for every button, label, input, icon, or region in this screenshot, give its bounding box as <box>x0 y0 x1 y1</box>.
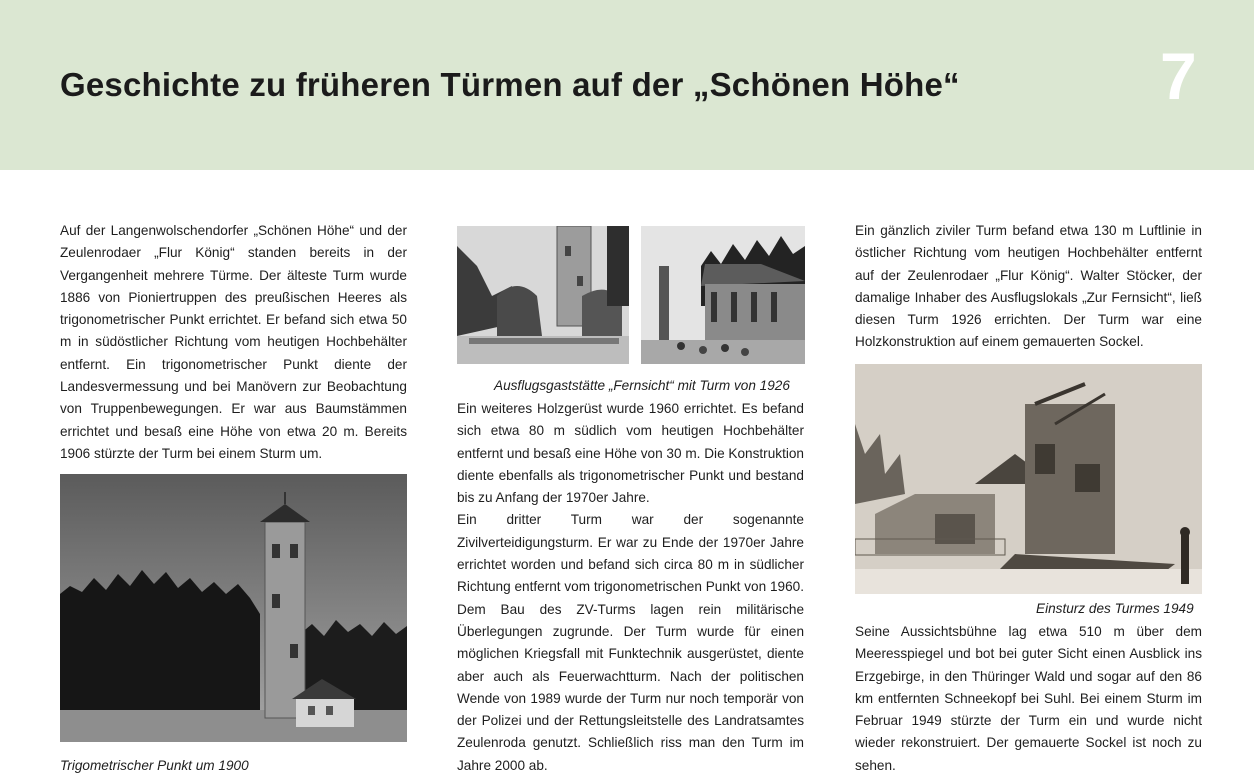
caption-collapse: Einsturz des Turmes 1949 <box>1036 601 1194 616</box>
caption-trig-point: Trigometrischer Punkt um 1900 <box>60 758 249 773</box>
column-1-text <box>60 220 407 465</box>
column-2-paragraph-1: Ein weiteres Holzgerüst wurde 1960 errichtet. Es befand sich etwa 80 m südlich vom heutigen Hochbehälter entfernt und besaß eine Höhe von 30 m. Die Konstruktion diente ebenfalls als trigonometrischer Punkt und bestand bis zu Anfang der 1970er Jahre. <box>457 401 804 506</box>
column-3-paragraph-1: Ein gänzlich ziviler Turm befand etwa 130 m Luftlinie in östlicher Richtung vom heutigen Hochbehälter entfernt auf der Zeulenrodaer „Flur König“. Walter Stöcker, der damalige Inhaber des Ausflugslokals „Zur Fernsicht“, ließ diesen Turm 1926 errichten. Der Turm war eine Holzkonstruktion auf einem gemauerten Sockel. <box>855 223 1202 350</box>
photo-tower-trees <box>457 226 629 364</box>
column-3-paragraph-2: Seine Aussichtsbühne lag etwa 510 m über dem Meeresspiegel und bot bei guter Sicht einen Ausblick ins Erzgebirge, in den Thüringer Wald und sogar auf den 86 km entfernten Schneekopf bei Suhl. Bei einem Sturm im Februar 1949 stürzte der Turm ein und wurde nicht wieder rekonstruiert. Der gemauerte Sockel ist noch zu sehen. <box>855 624 1202 773</box>
page-title: Geschichte zu früheren Türmen auf der „Schönen Höhe“ <box>60 66 960 103</box>
column-3-text-top <box>855 220 1202 354</box>
column-2-paragraph-2: Ein dritter Turm war der sogenannte Zivilverteidigungsturm. Er war zu Ende der 1970er Jahre errichtet worden und befand sich circa 80 m in südlicher Richtung entfernt vom trigonometrischen Punkt von 1960. Dem Bau des ZV-Turms lagen rein militärische Überlegungen zugrunde. Der Turm wurde für einen möglichen Kriegsfall mit Funktechnik ausgerüstet, diente aber auch als Feuerwachtturm. Nach der politischen Wende von 1989 wurde der Turm nur noch temporär von der Polizei und der Rettungsleitstelle des Landratsamtes Zeulenroda genutzt. Schließlich riss man den Turm im Jahre 2000 ab. <box>457 512 804 773</box>
column-2-text <box>457 398 804 777</box>
photo-fernsicht-restaurant <box>641 226 805 364</box>
column-3-text-bottom <box>855 621 1202 777</box>
photo-trig-point-1900 <box>60 474 407 742</box>
caption-fernsicht: Ausflugsgaststätte „Fernsicht“ mit Turm von 1926 <box>494 378 790 393</box>
photo-tower-collapse-1949 <box>855 364 1202 594</box>
header-band <box>0 0 1254 170</box>
page-number: 7 <box>1160 39 1197 113</box>
column-1-paragraph: Auf der Langenwolschendorfer „Schönen Höhe“ und der Zeulenrodaer „Flur König“ standen bereits in der Vergangenheit mehrere Türme. Der älteste Turm wurde 1886 von Pioniertruppen des preußischen Heeres als trigonometrischer Punkt errichtet. Er befand sich etwa 50 m in südöstlicher Richtung vom heutigen Hochbehälter entfernt. Ein trigonometrischer Punkt diente der Landesvermessung und bei Manövern zur Beobachtung von Truppenbewegungen. Er war aus Baumstämmen errichtet und besaß eine Höhe von etwa 20 m. Bereits 1906 stürzte der Turm bei einem Sturm um. <box>60 223 407 461</box>
